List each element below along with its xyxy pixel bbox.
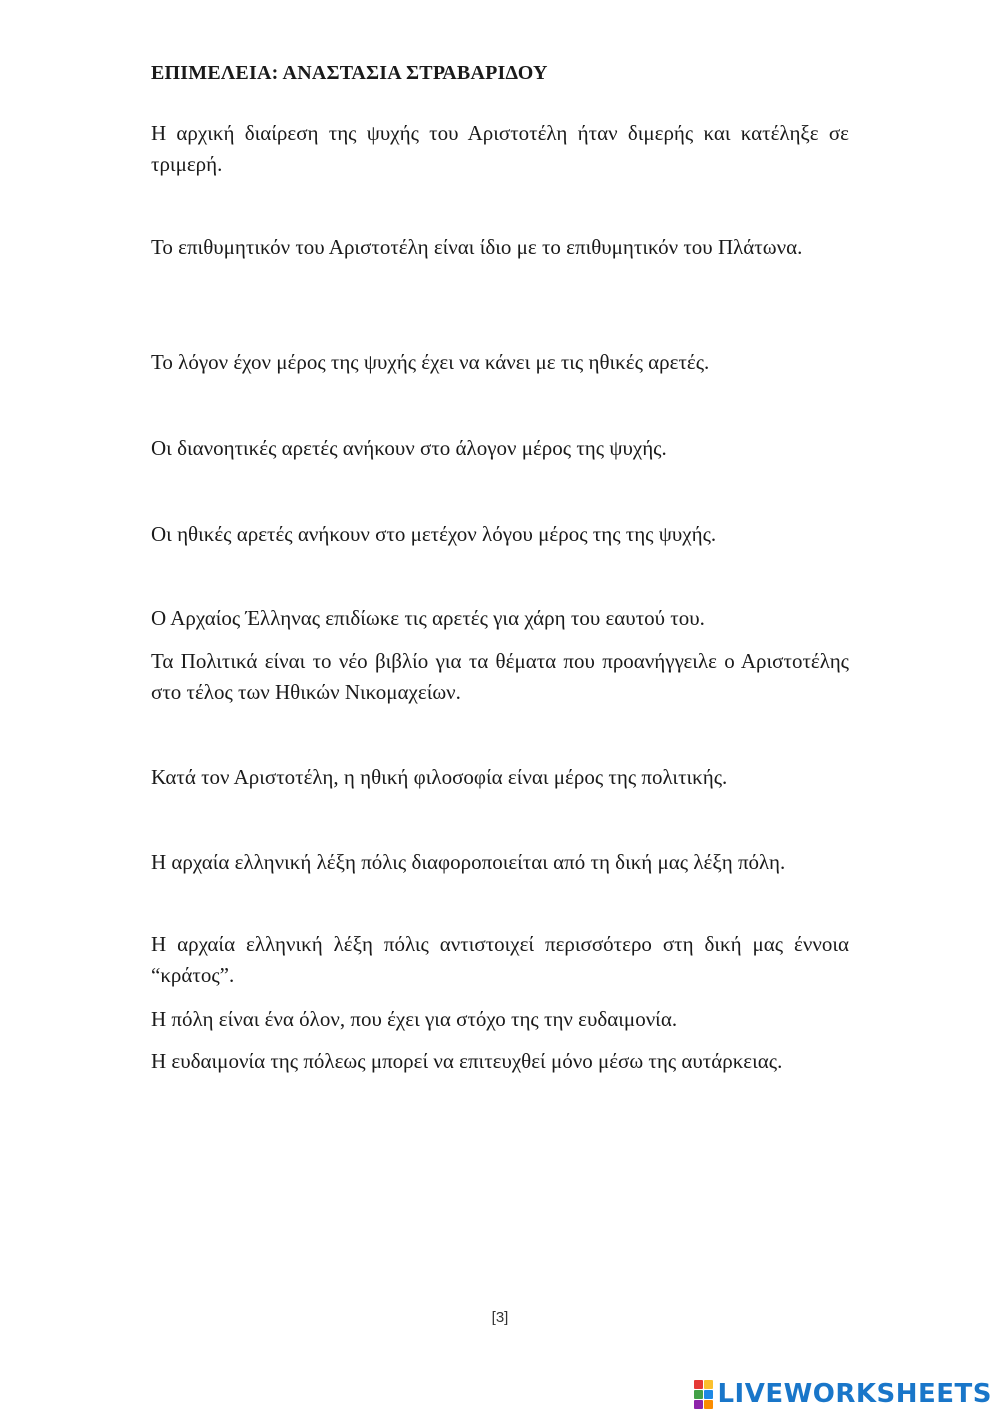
statement-10: Η αρχαία ελληνική λέξη πόλις αντιστοιχεί περισσότερο στη δική μας έννοια “κράτος”.: [151, 932, 849, 987]
liveworksheets-logo-icon: [694, 1380, 713, 1409]
statement-12: Η ευδαιμονία της πόλεως μπορεί να επιτευχθεί μόνο μέσω της αυτάρκειας.: [151, 1049, 783, 1073]
page-number: [3]: [491, 1309, 509, 1326]
statement-6: Ο Αρχαίος Έλληνας επιδίωκε τις αρετές για χάρη του εαυτού του.: [151, 606, 705, 630]
statement-2: Το επιθυμητικόν του Αριστοτέλη είναι ίδιο με το επιθυμητικόν του Πλάτωνα.: [151, 235, 803, 259]
liveworksheets-brand-name: LIVEWORKSHEETS: [717, 1379, 992, 1409]
statement-1: Η αρχική διαίρεση της ψυχής του Αριστοτέλη ήταν διμερής και κατέληξε σε τριμερή.: [151, 121, 849, 176]
statement-4: Οι διανοητικές αρετές ανήκουν στο άλογον μέρος της ψυχής.: [151, 436, 667, 460]
statement-9: Η αρχαία ελληνική λέξη πόλις διαφοροποιείται από τη δική μας λέξη πόλη.: [151, 850, 786, 874]
author-heading: ΕΠΙΜΕΛΕΙΑ: ΑΝΑΣΤΑΣΙΑ ΣΤΡΑΒΑΡΙΔΟΥ: [151, 62, 548, 84]
statement-11: Η πόλη είναι ένα όλον, που έχει για στόχο της την ευδαιμονία.: [151, 1007, 678, 1031]
statement-5: Οι ηθικές αρετές ανήκουν στο μετέχον λόγου μέρος της της ψυχής.: [151, 522, 717, 546]
statement-3: Το λόγον έχον μέρος της ψυχής έχει να κάνει με τις ηθικές αρετές.: [151, 350, 710, 374]
statement-7: Τα Πολιτικά είναι το νέο βιβλίο για τα θέματα που προανήγγειλε ο Αριστοτέλης στο τέλος των Ηθικών Νικομαχείων.: [151, 649, 849, 704]
liveworksheets-watermark: [694, 1378, 992, 1410]
statement-8: Κατά τον Αριστοτέλη, η ηθική φιλοσοφία είναι μέρος της πολιτικής.: [151, 765, 728, 789]
